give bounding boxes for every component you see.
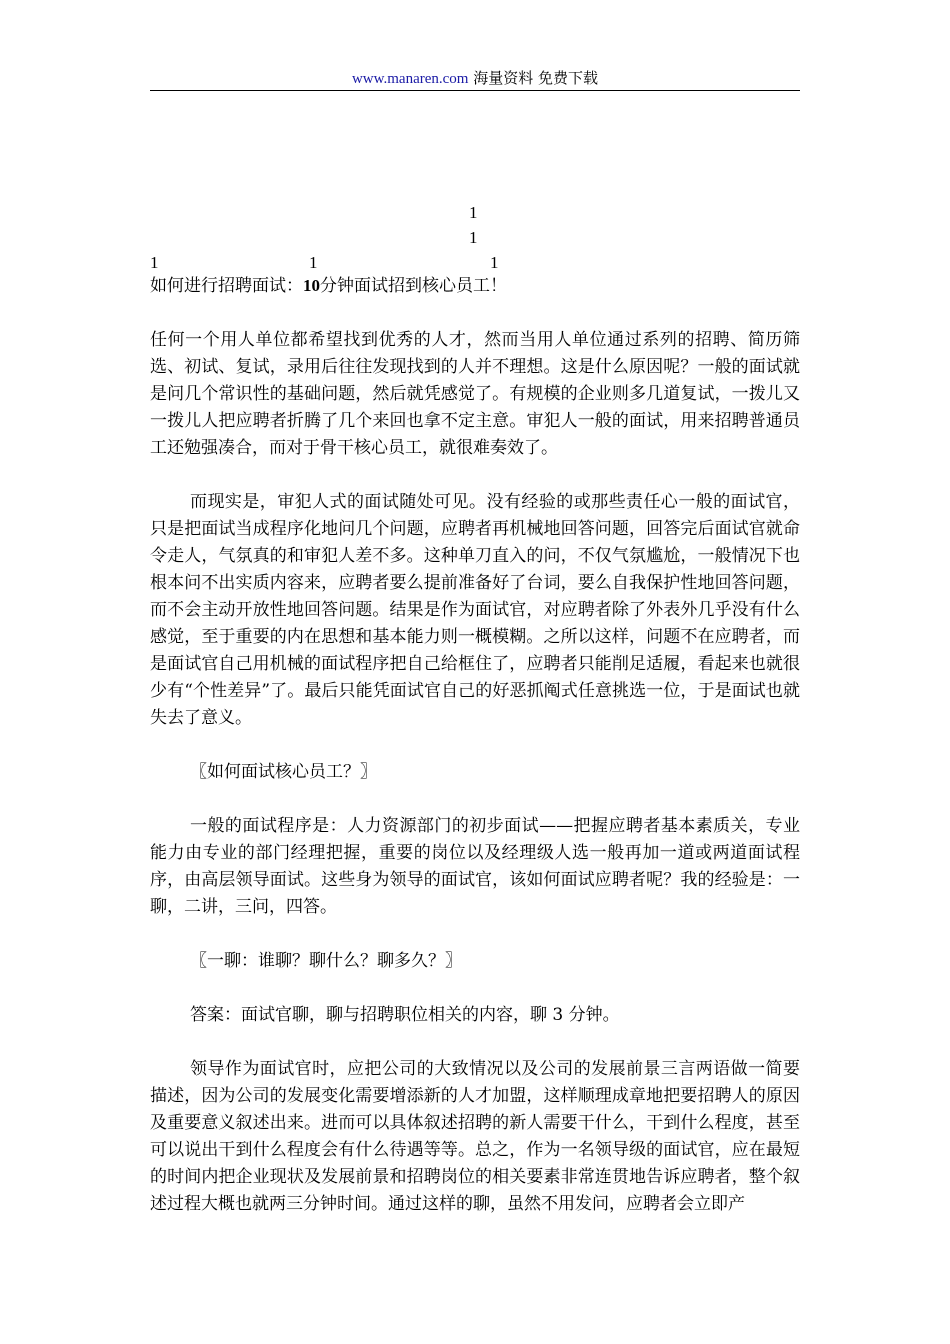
- section-heading: 〖一聊：谁聊？聊什么？聊多久？〗: [190, 951, 462, 971]
- section-heading: 〖如何面试核心员工？〗: [190, 762, 377, 782]
- number-mark: 1: [469, 228, 478, 247]
- header-divider: [150, 90, 800, 91]
- title-suffix: 分钟面试招到核心员工！: [320, 276, 507, 296]
- paragraph: 而现实是，审犯人式的面试随处可见。没有经验的或那些责任心一般的面试官，只是把面试当成程序化地问几个问题，应聘者再机械地回答问题，回答完后面试官就命令走人，气氛真的和审犯人差不多。这种单刀直入的问，不仅气氛尴尬，一般情况下也根本问不出实质内容来，应聘者要么提前准备好了台词，要么自我保护性地回答问题，而不会主动开放性地回答问题。结果是作为面试官，对应聘者除了外表外几乎没有什么感觉，至于重要的内在思想和基本能力则一概模糊。之所以这样，问题不在应聘者，而是面试官自己用机械的面试程序把自己给框住了，应聘者只能削足适履，看起来也就很少有“个性差异”了。最后只能凭面试官自己的好恶抓阄式任意挑选一位，于是面试也就失去了意义。: [150, 492, 800, 728]
- page-header: [150, 68, 800, 89]
- answer-line: 答案：面试官聊，聊与招聘职位相关的内容，聊 3 分钟。: [190, 1005, 620, 1025]
- title-prefix: 如何进行招聘面试：: [150, 276, 303, 296]
- paragraph: 任何一个用人单位都希望找到优秀的人才，然而当用人单位通过系列的招聘、简历筛选、初试、复试，录用后往往发现找到的人并不理想。这是什么原因呢？一般的面试就是问几个常识性的基础问题，然后就凭感觉了。有规模的企业则多几道复试，一拨儿又一拨儿人把应聘者折腾了几个来回也拿不定主意。审犯人一般的面试，用来招聘普通员工还勉强凑合，而对于骨干核心员工，就很难奏效了。: [150, 330, 800, 458]
- document-title: [150, 272, 800, 300]
- number-mark: 1: [309, 253, 318, 272]
- number-mark: 1: [150, 253, 159, 272]
- title-number: 10: [303, 276, 320, 295]
- paragraph: 领导作为面试官时，应把公司的大致情况以及公司的发展前景三言两语做一简要描述，因为公司的发展变化需要增添新的人才加盟，这样顺理成章地把要招聘人的原因及重要意义叙述出来。进而可以具体叙述招聘的新人需要干什么，干到什么程度，甚至可以说出干到什么程度会有什么待遇等等。总之，作为一名领导级的面试官，应在最短的时间内把企业现状及发展前景和招聘岗位的相关要素非常连贯地告诉应聘者，整个叙述过程大概也就两三分钟时间。通过这样的聊，虽然不用发问，应聘者会立即产: [150, 1059, 800, 1214]
- header-tagline: 海量资料 免费下载: [473, 69, 599, 87]
- document-body: [150, 272, 800, 1218]
- number-mark: 1: [490, 253, 499, 272]
- site-link[interactable]: www.manaren.com: [351, 71, 469, 87]
- paragraph: 一般的面试程序是：人力资源部门的初步面试——把握应聘者基本素质关，专业能力由专业的部门经理把握，重要的岗位以及经理级人选一般再加一道或两道面试程序，由高层领导面试。这些身为领导的面试官，该如何面试应聘者呢？我的经验是：一聊，二讲，三问，四答。: [150, 816, 800, 917]
- number-mark: 1: [469, 203, 478, 222]
